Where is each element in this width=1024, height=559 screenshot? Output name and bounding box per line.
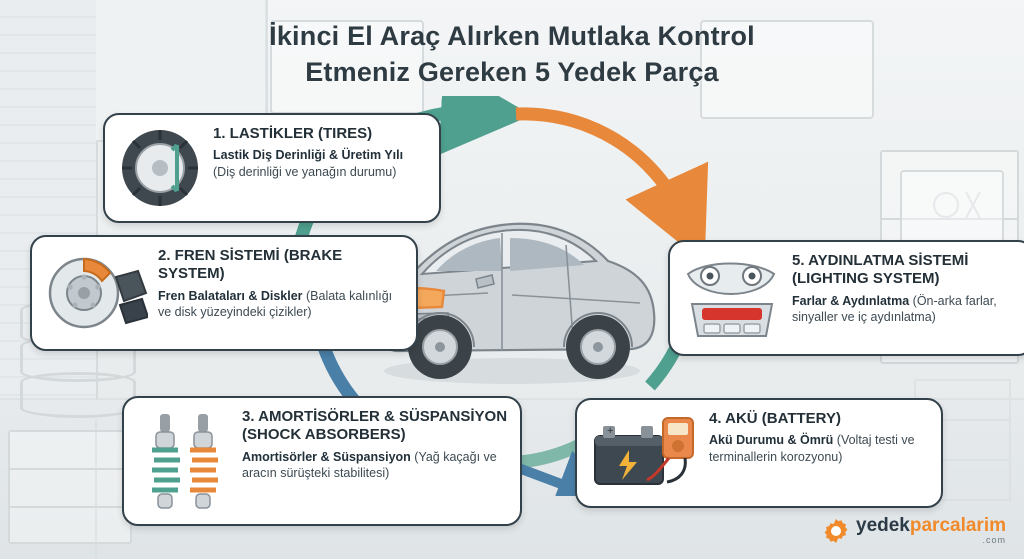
card-bold-text: Fren Balataları & Diskler	[158, 288, 303, 303]
svg-text:+: +	[607, 425, 614, 437]
card-detail-text: (Diş derinliği ve yanağın durumu)	[213, 165, 397, 180]
callout-card-brakes[interactable]	[30, 235, 418, 351]
gear-icon	[823, 518, 849, 544]
card-heading: 2. FREN SİSTEMİ (BRAKE SYSTEM)	[158, 247, 343, 283]
page-title	[0, 18, 1024, 91]
logo-text-part2: parcalarim	[909, 515, 1006, 536]
card-heading: 5. AYDINLATMA SİSTEMİ (LIGHTING SYSTEM)	[792, 252, 969, 288]
site-logo[interactable]	[823, 516, 1006, 545]
card-bold-text: Akü Durumu & Ömrü	[709, 433, 834, 448]
logo-text	[856, 516, 1006, 535]
headlight-taillight-icon	[682, 252, 782, 344]
card-bold-text: Farlar & Aydınlatma	[792, 293, 910, 308]
callout-card-shock-absorbers[interactable]	[122, 396, 522, 526]
battery-icon	[589, 410, 699, 496]
card-detail-text: (Yağ kaçağı ve aracın sürüşteki stabilitesi)	[242, 449, 497, 481]
page-title-line2: Etmeniz Gereken 5 Yedek Parça	[305, 57, 719, 88]
card-heading: 4. AKÜ (BATTERY)	[709, 410, 841, 427]
card-detail-text: (Balata kalınlığı ve disk yüzeyindeki çizikler)	[158, 288, 393, 320]
callout-card-battery[interactable]	[575, 398, 943, 508]
brake-disc-icon	[44, 247, 148, 339]
logo-text-part1: yedek	[856, 515, 910, 536]
callout-card-lighting[interactable]	[668, 240, 1024, 356]
logo-domain: .com	[982, 535, 1006, 545]
card-bold-text: Amortisörler & Süspansiyon	[242, 449, 411, 464]
card-detail-text: (Voltaj testi ve terminallerin korozyonu)	[709, 433, 915, 465]
tire-icon	[117, 125, 203, 211]
page-title-line1: İkinci El Araç Alırken Mutlaka Kontrol	[269, 21, 755, 51]
callout-card-tires[interactable]	[103, 113, 441, 223]
card-bold-text: Lastik Diş Derinliği & Üretim Yılı	[213, 148, 404, 163]
card-heading: 3. AMORTİSÖRLER & SÜSPANSİYON (SHOCK ABSORBERS)	[242, 408, 508, 444]
card-heading: 1. LASTİKLER (TIRES)	[213, 125, 373, 142]
card-detail-text: (Ön-arka farlar, sinyaller ve iç aydınlatma)	[792, 293, 997, 325]
shock-absorber-icon	[136, 408, 232, 514]
